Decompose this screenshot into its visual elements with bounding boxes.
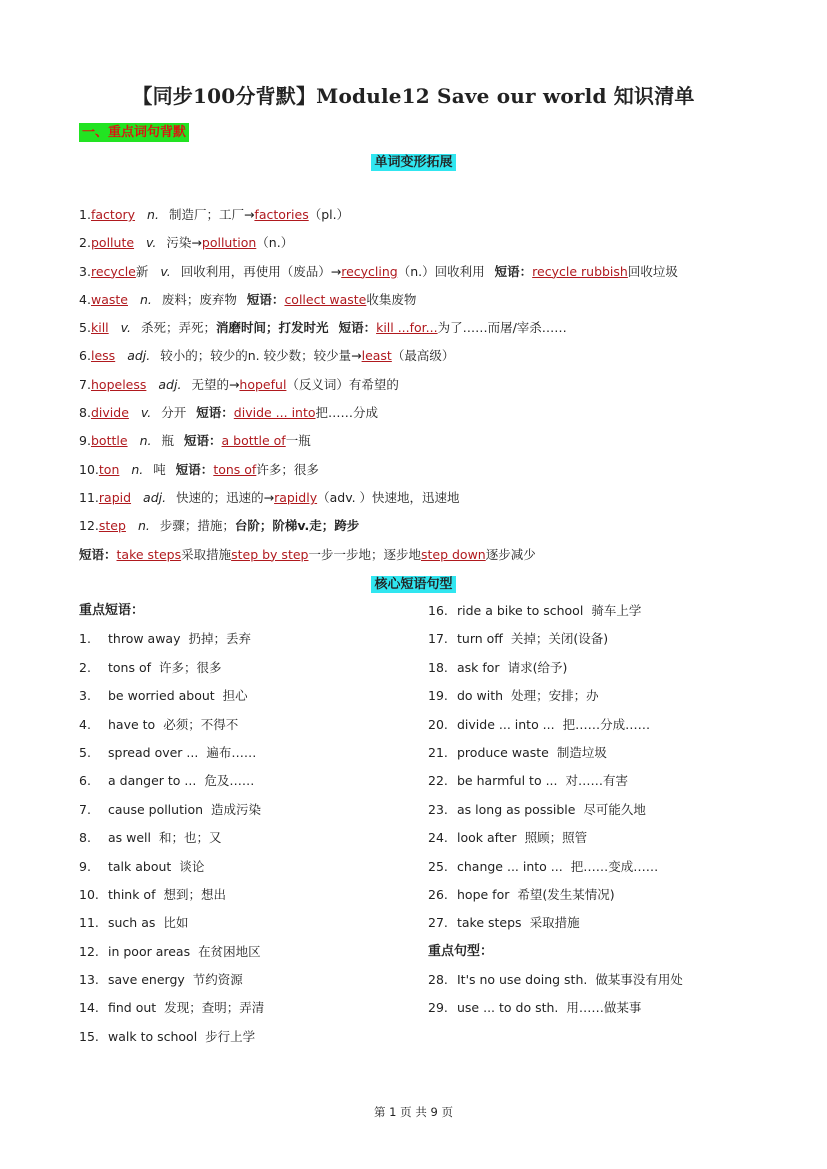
item-number: 12. <box>79 943 99 959</box>
phrase-label: 短语： <box>183 433 222 449</box>
phrase-item <box>79 625 439 653</box>
item-number: 5. <box>79 744 91 760</box>
phrase-meaning: 一瓶 <box>285 433 311 449</box>
vocab-item <box>79 371 779 399</box>
item-number: 9. <box>79 858 91 874</box>
phrase-item <box>428 767 788 795</box>
section-heading: 一、重点词句背默 <box>79 123 189 142</box>
phrase-item <box>79 994 439 1022</box>
phrase-chinese: 节约资源 <box>192 972 243 988</box>
phrase: divide ... into <box>233 405 316 421</box>
phrase-item <box>428 711 788 739</box>
derived-form: hopeful <box>239 376 287 392</box>
phrase-item <box>79 824 439 852</box>
derived-note: （pl.） <box>308 207 350 222</box>
phrase: recycle rubbish <box>532 263 628 279</box>
part-of-speech: v. <box>146 235 157 251</box>
headword: waste <box>91 291 128 307</box>
item-number: 19. <box>428 688 448 704</box>
phrase-item <box>79 938 439 966</box>
part-of-speech: n. <box>140 291 152 307</box>
phrase-english: spread over ... <box>108 744 199 760</box>
vocab-item <box>79 342 779 370</box>
vocab-item <box>79 427 779 455</box>
phrase-label: 短语： <box>79 546 117 562</box>
phrase-item <box>79 711 439 739</box>
phrase-chinese: 制造垃圾 <box>556 744 607 760</box>
phrase-item <box>428 881 788 909</box>
phrase-chinese: 发现；查明；弄清 <box>164 1000 265 1016</box>
phrase-english: ride a bike to school <box>457 603 584 618</box>
headword: bottle <box>91 433 128 449</box>
subheading-word-forms <box>0 151 827 171</box>
item-number: 5. <box>79 320 91 336</box>
part-of-speech: adj. <box>127 348 151 364</box>
vocab-item <box>79 286 779 314</box>
headword: less <box>91 348 116 364</box>
item-number: 27. <box>428 915 448 931</box>
item-number: 13. <box>79 972 99 988</box>
phrase: a bottle of <box>221 433 286 449</box>
definition: 快速的；迅速的→ <box>176 489 275 505</box>
phrase-english: look after <box>457 830 517 846</box>
derived-note: （n.）回收利用 <box>397 263 485 279</box>
phrase: step down <box>420 546 486 562</box>
phrase-chinese: 造成污染 <box>211 801 262 817</box>
phrase-english: as long as possible <box>457 801 576 817</box>
phrase-meaning: 逐步减少 <box>485 546 536 562</box>
part-of-speech: n. <box>147 207 159 222</box>
phrase-english: a danger to ... <box>108 773 197 789</box>
headword: recycle <box>91 263 136 279</box>
phrase-english: think of <box>108 886 156 902</box>
phrase-chinese: 请求(给予) <box>507 659 568 675</box>
extra-meaning: 台阶；阶梯v.走；跨步 <box>234 518 360 534</box>
item-number: 3. <box>79 263 91 279</box>
phrase-chinese: 遍布…… <box>206 744 257 760</box>
definition: 瓶 <box>161 433 174 449</box>
phrase-chinese: 谈论 <box>179 858 205 874</box>
phrase-chinese: 比如 <box>163 915 189 931</box>
phrase-item <box>79 909 439 937</box>
vocab-item <box>79 229 779 257</box>
sentences-heading: 重点句型： <box>428 943 494 959</box>
definition: 回收利用，再使用（废品）→ <box>180 263 342 279</box>
derived-note: （adv. ）快速地，迅速地 <box>317 489 460 505</box>
vocab-item <box>79 484 779 512</box>
item-number: 11. <box>79 489 99 505</box>
part-of-speech: v. <box>160 263 171 279</box>
item-number: 1. <box>79 631 91 647</box>
vocab-list <box>79 201 779 569</box>
derived-form: rapidly <box>274 489 318 505</box>
vocab-item <box>79 201 779 229</box>
phrase-item <box>428 966 788 994</box>
vocab-item <box>79 258 779 286</box>
derived-note: （最高级） <box>391 348 455 364</box>
phrase-item <box>428 796 788 824</box>
headword: rapid <box>98 489 132 505</box>
phrase-item <box>79 853 439 881</box>
new-tag: 新 <box>135 263 149 279</box>
definition: 无望的→ <box>191 376 240 392</box>
item-number: 2. <box>79 659 91 675</box>
phrase-chinese: 和；也；又 <box>159 830 222 846</box>
phrase-chinese: 用……做某事 <box>566 1000 642 1016</box>
phrases-heading: 重点短语： <box>79 603 145 618</box>
phrase-english: have to <box>108 716 156 732</box>
phrase-english: change ... into ... <box>457 858 563 874</box>
derived-note: （反义词）有希望的 <box>286 376 399 392</box>
item-number: 28. <box>428 972 448 988</box>
item-number: 26. <box>428 886 448 902</box>
definition: 吨 <box>153 461 166 477</box>
phrase-chinese: 必须；不得不 <box>163 716 239 732</box>
phrase-label: 短语： <box>494 263 533 279</box>
definition: 分开 <box>161 405 187 421</box>
item-number: 16. <box>428 603 448 618</box>
subheading-core-phrases <box>0 573 827 593</box>
part-of-speech: v. <box>140 405 152 421</box>
derived-form: recycling <box>341 263 398 279</box>
item-number: 17. <box>428 631 448 647</box>
phrase-chinese: 把……变成…… <box>570 858 659 874</box>
definition: 污染→ <box>166 235 202 251</box>
phrase-english: such as <box>108 915 156 931</box>
phrase-item <box>79 881 439 909</box>
phrase-chinese: 希望(发生某情况) <box>517 886 615 902</box>
part-of-speech: n. <box>131 461 144 477</box>
phrase-meaning: 为了……而屠/宰杀…… <box>437 320 567 336</box>
phrase-english: It's no use doing sth. <box>457 972 588 988</box>
phrase-label: 短语： <box>338 320 377 336</box>
item-number: 15. <box>79 1028 99 1044</box>
phrase-english: divide ... into ... <box>457 716 555 732</box>
phrase-chinese: 采取措施 <box>529 915 580 931</box>
phrase-chinese: 想到；想出 <box>163 886 226 902</box>
phrase-english: be harmful to ... <box>457 773 558 789</box>
item-number: 4. <box>79 716 91 732</box>
phrase-item <box>79 1023 439 1051</box>
phrase-english: as well <box>108 830 152 846</box>
item-number: 2. <box>79 235 91 251</box>
phrase: kill ...for... <box>376 320 438 336</box>
phrase-chinese: 许多；很多 <box>159 659 222 675</box>
phrase-chinese: 照顾；照管 <box>524 830 588 846</box>
headword: factory <box>91 207 136 222</box>
page-title: 【同步100分背默】Module12 Save our world 知识清单 <box>132 84 695 108</box>
phrase-item <box>428 739 788 767</box>
phrase-item <box>79 682 439 710</box>
item-number: 11. <box>79 915 99 931</box>
definition: 制造厂；工厂→ <box>168 207 255 222</box>
item-number: 7. <box>79 801 91 817</box>
phrase-item <box>79 966 439 994</box>
phrase-item <box>428 853 788 881</box>
item-number: 6. <box>79 348 91 364</box>
item-number: 21. <box>428 744 448 760</box>
definition: 较小的；较少的n. 较少数；较少量→ <box>160 348 362 364</box>
phrase-english: in poor areas <box>108 943 191 959</box>
phrase-chinese: 危及…… <box>204 773 255 789</box>
phrase-chinese: 担心 <box>222 688 248 704</box>
vocab-item <box>79 399 779 427</box>
derived-form: least <box>361 348 392 364</box>
derived-form: pollution <box>201 235 257 251</box>
phrase-item <box>79 654 439 682</box>
item-number: 7. <box>79 376 91 392</box>
phrase-english: ask for <box>457 659 500 675</box>
phrase-english: produce waste <box>457 744 549 760</box>
headword: ton <box>98 461 120 477</box>
vocab-item <box>79 314 779 342</box>
part-of-speech: adj. <box>158 376 182 392</box>
phrase-item <box>428 625 788 653</box>
extra-meaning: 消磨时间；打发时光 <box>216 320 329 336</box>
headword: step <box>98 518 126 534</box>
phrase-label: 短语： <box>246 291 285 307</box>
phrase-meaning: 许多；很多 <box>256 461 319 477</box>
subheading-label: 单词变形拓展 <box>371 154 455 171</box>
part-of-speech: n. <box>139 433 152 449</box>
phrase-item <box>79 767 439 795</box>
item-number: 10. <box>79 461 99 477</box>
item-number: 3. <box>79 688 91 704</box>
phrases-left-column <box>79 597 439 1051</box>
item-number: 29. <box>428 1000 448 1016</box>
phrase-item <box>79 739 439 767</box>
page-footer: 第 1 页 共 9 页 <box>374 1105 453 1119</box>
phrase-chinese: 骑车上学 <box>591 603 642 618</box>
phrase-english: do with <box>457 688 504 704</box>
phrase-english: walk to school <box>108 1028 198 1044</box>
phrase-meaning: 回收垃圾 <box>627 263 678 279</box>
part-of-speech: adj. <box>143 489 167 505</box>
phrase-english: turn off <box>457 631 503 647</box>
item-number: 24. <box>428 830 448 846</box>
phrase-meaning: 收集废物 <box>366 291 417 307</box>
item-number: 4. <box>79 291 91 307</box>
headword: divide <box>91 405 129 421</box>
phrase-item <box>428 654 788 682</box>
phrase-label: 短语： <box>196 405 234 421</box>
item-number: 1. <box>79 207 91 222</box>
item-number: 18. <box>428 659 448 675</box>
phrase-english: be worried about <box>108 688 215 704</box>
part-of-speech: v. <box>120 320 132 336</box>
phrase-item <box>428 682 788 710</box>
phrase-english: talk about <box>108 858 172 874</box>
phrase-english: take steps <box>457 915 522 931</box>
phrase-meaning: 一步一步地；逐步地 <box>308 546 421 562</box>
phrase-item <box>79 796 439 824</box>
headword: hopeless <box>91 376 147 392</box>
item-number: 8. <box>79 830 91 846</box>
item-number: 8. <box>79 405 91 421</box>
phrase-meaning: 采取措施 <box>181 546 232 562</box>
headword: kill <box>91 320 109 336</box>
item-number: 22. <box>428 773 448 789</box>
vocab-item <box>79 456 779 484</box>
phrase-line <box>79 541 779 569</box>
item-number: 25. <box>428 858 448 874</box>
derived-note: （n.） <box>256 235 294 251</box>
phrase-chinese: 在贫困地区 <box>198 943 261 959</box>
phrase-english: throw away <box>108 631 181 647</box>
item-number: 20. <box>428 716 448 732</box>
phrase-english: save energy <box>108 972 185 988</box>
phrase-chinese: 步行上学 <box>205 1028 256 1044</box>
phrase-item <box>428 909 788 937</box>
definition: 杀死；弄死； <box>141 320 217 336</box>
phrase-chinese: 尽可能久地 <box>583 801 646 817</box>
phrase: collect waste <box>284 291 367 307</box>
item-number: 9. <box>79 433 91 449</box>
subheading-label: 核心短语句型 <box>371 576 455 593</box>
phrase-chinese: 处理；安排；办 <box>511 688 599 704</box>
phrase-item <box>428 994 788 1022</box>
phrase-chinese: 把……分成…… <box>562 716 651 732</box>
definition: 步骤；措施； <box>159 518 235 534</box>
phrase-chinese: 做某事没有用处 <box>595 972 683 988</box>
phrase-english: cause pollution <box>108 801 204 817</box>
item-number: 14. <box>79 1000 99 1016</box>
phrase-meaning: 把……分成 <box>315 405 379 421</box>
derived-form: factories <box>254 207 309 222</box>
part-of-speech: n. <box>137 518 150 534</box>
phrase-chinese: 对……有害 <box>565 773 629 789</box>
item-number: 12. <box>79 518 99 534</box>
phrase-chinese: 扔掉；丢弃 <box>188 631 251 647</box>
item-number: 6. <box>79 773 91 789</box>
phrase: tons of <box>213 461 257 477</box>
phrase-english: use ... to do sth. <box>457 1000 559 1016</box>
phrase-item <box>428 597 788 625</box>
phrase-english: find out <box>108 1000 157 1016</box>
phrase-chinese: 关掉；关闭(设备) <box>510 631 609 647</box>
headword: pollute <box>91 235 135 251</box>
phrase-label: 短语： <box>175 461 214 477</box>
definition: 废料；废弃物 <box>161 291 237 307</box>
phrase-english: hope for <box>457 886 510 902</box>
item-number: 23. <box>428 801 448 817</box>
vocab-item <box>79 512 779 540</box>
phrase-english: tons of <box>108 659 152 675</box>
phrase: step by step <box>231 546 309 562</box>
phrase: take steps <box>116 546 182 562</box>
phrase-item <box>428 824 788 852</box>
phrases-right-column <box>428 597 788 1023</box>
item-number: 10. <box>79 886 99 902</box>
